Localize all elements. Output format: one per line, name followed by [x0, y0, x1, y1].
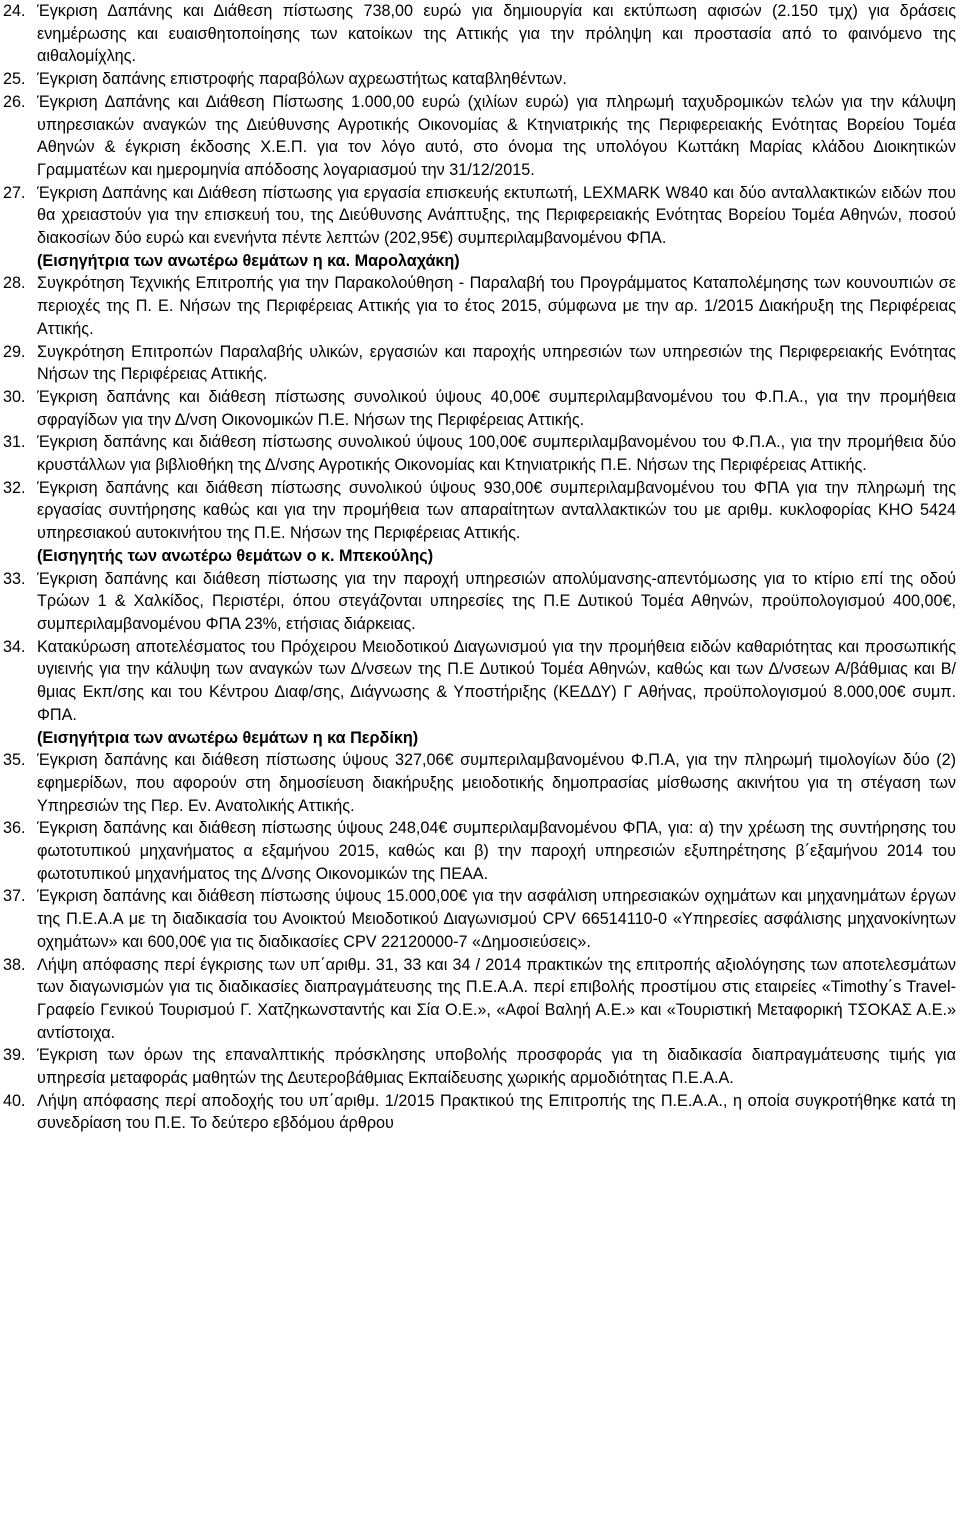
item-text: Συγκρότηση Τεχνικής Επιτροπής για την Παρακολούθηση - Παραλαβή του Προγράμματος Καταπολέμησης των κουνουπιών σε περιοχές της Π. Ε. Νήσων της Περιφέρειας Αττικής για το έτος 2015, σύμφωνα με την αρ. 1/2015 Διακήρυξη της Περιφέρειας Αττικής.	[37, 274, 956, 338]
item-number: 36.	[3, 819, 26, 838]
item-text: Κατακύρωση αποτελέσματος του Πρόχειρου Μειοδοτικού Διαγωνισμού για την προμήθεια ειδών καθαριότητας και προσωπικής υγιεινής για την κάλυψη των αναγκών των Δ/νσεων της Π.Ε Δυτικού Τομέα Αθηνών, καθώς και των Δ/νσεων Α/βάθμιας και Β/θμιας Εκπ/σης και του Κέντρου Διαφ/σης, Διάγνωσης & Υποστήριξης (ΚΕΔΔΥ) Γ Αθήνας, προϋπολογισμού 8.000,00€ συμπ. ΦΠΑ.	[37, 637, 956, 724]
agenda-item-34	[3, 636, 956, 727]
agenda-item-25	[3, 68, 956, 91]
item-text: Έγκριση των όρων της επαναλπτικής πρόσκλησης υποβολής προσφοράς για τη διαδικασία διαπραγμάτευσης τιμής για υπηρεσία μεταφοράς μαθητών της Δευτεροβάθμιας Εκπαίδευσης χωρικής αρμοδιότητας Π.Ε.Α.Α.	[37, 1046, 956, 1088]
item-number: 34.	[3, 637, 26, 656]
agenda-item-28	[3, 272, 956, 340]
item-text: Έγκριση Δαπάνης και Διάθεση πίστωσης 738,00 ευρώ για δημιουργία και εκτύπωση αφισών (2.150 τμχ) για δράσεις ενημέρωσης και ευαισθητοποίησης των κατοίκων της Αττικής για την πρόληψη και προστασία από το φαινόμενο της αιθαλομίχλης.	[37, 2, 956, 66]
item-text: Έγκριση δαπάνης και διάθεση πίστωσης ύψους 248,04€ συμπεριλαμβανομένου ΦΠΑ, για: α) την χρέωση της συντήρησης του φωτοτυπικού μηχανήματος α εξαμήνου 2015, καθώς και β) την παροχή υπηρεσιών εξυπηρέτησης β΄εξαμήνου 2014 του φωτοτυπικού μηχανήματος της Δ/νσης Οικονομικών της ΠΕΑΑ.	[37, 819, 956, 883]
item-number: 28.	[3, 274, 26, 293]
item-text: Έγκριση δαπάνης και διάθεση πίστωσης για την παροχή υπηρεσιών απολύμανσης-απεντόμωσης για το κτίριο επί της οδού Τρώων 1 & Χαλκίδος, Περιστέρι, όπου στεγάζονται υπηρεσίες της Π.Ε Δυτικού Τομέα Αθηνών, προϋπολογισμού 400,00€, συμπεριλαμβανομένου ΦΠΑ 23%, ετήσιας διάρκειας.	[37, 569, 956, 633]
agenda-item-40	[3, 1090, 956, 1135]
agenda-item-24	[3, 0, 956, 68]
item-number: 38.	[3, 955, 26, 974]
agenda-item-30	[3, 386, 956, 431]
agenda-item-37	[3, 885, 956, 953]
item-number: 30.	[3, 387, 26, 406]
item-text: Έγκριση δαπάνης και διάθεση πίστωσης συνολικού ύψους 40,00€ συμπεριλαμβανομένου του Φ.Π.Α., για την προμήθεια σφραγίδων για την Δ/νση Οικονομικών Π.Ε. Νήσων της Περιφέρειας Αττικής.	[37, 387, 956, 429]
rapporteur-note: (Εισηγήτρια των ανωτέρω θεμάτων η κα Περδίκη)	[37, 728, 419, 747]
item-number: 27.	[3, 183, 26, 202]
rapporteur-note: (Εισηγητής των ανωτέρω θεμάτων ο κ. Μπεκούλης)	[37, 546, 434, 565]
agenda-item-39	[3, 1044, 956, 1089]
item-number: 32.	[3, 478, 26, 497]
rapporteur-note: (Εισηγήτρια των ανωτέρω θεμάτων η κα. Μαρολαχάκη)	[37, 251, 460, 270]
agenda-item-32	[3, 477, 956, 545]
item-number: 29.	[3, 342, 26, 361]
item-number: 26.	[3, 92, 26, 111]
item-text: Λήψη απόφασης περί έγκρισης των υπ΄αριθμ. 31, 33 και 34 / 2014 πρακτικών της επιτροπής αξιολόγησης των αποτελεσμάτων των διαγωνισμών για τις διαδικασίες διαπραγμάτευσης της Π.Ε.Α.Α. περί επιβολής προστίμου στις εταιρείες «Timothy΄s Travel-Γραφείο Γενικού Τουρισμού Γ. Χατζηκωνσταντής και Σία Ο.Ε.», «Αφοί Βαληή Α.Ε.» και «Τουριστική Μεταφορική ΤΣΟΚΑΣ Α.Ε.» αντίστοιχα.	[37, 955, 956, 1042]
item-number: 31.	[3, 433, 26, 452]
item-text: Λήψη απόφασης περί αποδοχής του υπ΄αριθμ. 1/2015 Πρακτικού της Επιτροπής της Π.Ε.Α.Α., η οποία συγκροτήθηκε κατά τη συνεδρίαση του Π.Ε. Το δεύτερο εβδόμου άρθρου	[37, 1091, 956, 1133]
agenda-item-36	[3, 817, 956, 885]
agenda-item-31	[3, 431, 956, 476]
agenda-item-33	[3, 568, 956, 636]
agenda-item-27	[3, 182, 956, 250]
item-number: 33.	[3, 569, 26, 588]
item-text: Έγκριση δαπάνης και διάθεση πίστωσης ύψους 327,06€ συμπεριλαμβανομένου Φ.Π.Α, για την πληρωμή τιμολογίων δύο (2) εφημερίδων, που αφορούν στη δημοσίευση διακήρυξης μειοδοτικής δημοπρασίας μίσθωσης ακινήτου για τη στέγαση των Υπηρεσιών της Περ. Εν. Ανατολικής Αττικής.	[37, 751, 956, 815]
agenda-item-35	[3, 749, 956, 817]
item-text: Έγκριση δαπάνης επιστροφής παραβόλων αχρεωστήτως καταβληθέντων.	[37, 70, 567, 89]
item-text: Έγκριση Δαπάνης και Διάθεση πίστωσης για εργασία επισκευής εκτυπωτή, LEXMARK W840 και δύο ανταλλακτικών ειδών που θα χρειαστούν για την επισκευή του, της Διεύθυνσης Ανάπτυξης, της Περιφερειακής Ενότητας Βορείου Τομέα Αθηνών, ποσού διακοσίων δύο ευρώ και ενενήντα πέντε λεπτών (202,95€) συμπεριλαμβανομένου ΦΠΑ.	[37, 183, 956, 248]
agenda-item-29	[3, 341, 956, 386]
item-number: 40.	[3, 1091, 26, 1110]
item-text: Συγκρότηση Επιτροπών Παραλαβής υλικών, εργασιών και παροχής υπηρεσιών των υπηρεσιών της Περιφερειακής Ενότητας Νήσων της Περιφέρειας Αττικής.	[37, 342, 956, 384]
item-number: 37.	[3, 887, 26, 906]
item-text: Έγκριση δαπάνης και διάθεση πίστωσης συνολικού ύψους 100,00€ συμπεριλαμβανομένου του Φ.Π.Α., για την προμήθεια δύο κρυστάλλων για βιβλιοθήκη της Δ/νσης Αγροτικής Οικονομίας και Κτηνιατρικής Π.Ε. Νήσων της Περιφέρειας Αττικής.	[37, 433, 956, 475]
item-number: 24.	[3, 2, 26, 20]
item-number: 35.	[3, 751, 26, 770]
item-number: 39.	[3, 1046, 26, 1065]
item-number: 25.	[3, 70, 26, 89]
item-text: Έγκριση Δαπάνης και Διάθεση Πίστωσης 1.000,00 ευρώ (χιλίων ευρώ) για πληρωμή ταχυδρομικών τελών για την κάλυψη υπηρεσιακών αναγκών της Διεύθυνσης Αγροτικής Οικονομίας & Κτηνιατρικής της Περιφερειακής Ενότητας Βορείου Τομέα Αθηνών & έγκριση έκδοσης Χ.Ε.Π. για τον λόγο αυτό, στο όνομα της υπολόγου Κωττάκη Μαρίας κλάδου Διοικητικών Γραμματέων και ημερομηνία απόδοσης λογαριασμού την 31/12/2015.	[37, 92, 956, 179]
agenda-item-26	[3, 91, 956, 182]
item-text: Έγκριση δαπάνης και διάθεση πίστωσης ύψους 15.000,00€ για την ασφάλιση υπηρεσιακών οχημάτων και μηχανημάτων έργων της Π.Ε.Α.Α με τη διαδικασία του Ανοικτού Μειοδοτικού Διαγωνισμού CPV 66514110-0 «Υπηρεσίες ασφάλισης μηχανοκίνητων οχημάτων» και 600,00€ για τις διαδικασίες CPV 22120000-7 «Δημοσιεύσεις».	[37, 887, 956, 951]
item-text: Έγκριση δαπάνης και διάθεση πίστωσης συνολικού ύψους 930,00€ συμπεριλαμβανομένου του ΦΠΑ για την πληρωμή της εργασίας συντήρησης καθώς και για την προμήθεια των απαραίτητων ανταλλακτικών του με αριθμ. κυκλοφορίας ΚΗΟ 5424 υπηρεσιακού αυτοκινήτου της Π.Ε. Νήσων της Περιφέρειας Αττικής.	[37, 478, 956, 543]
agenda-item-38	[3, 954, 956, 1045]
